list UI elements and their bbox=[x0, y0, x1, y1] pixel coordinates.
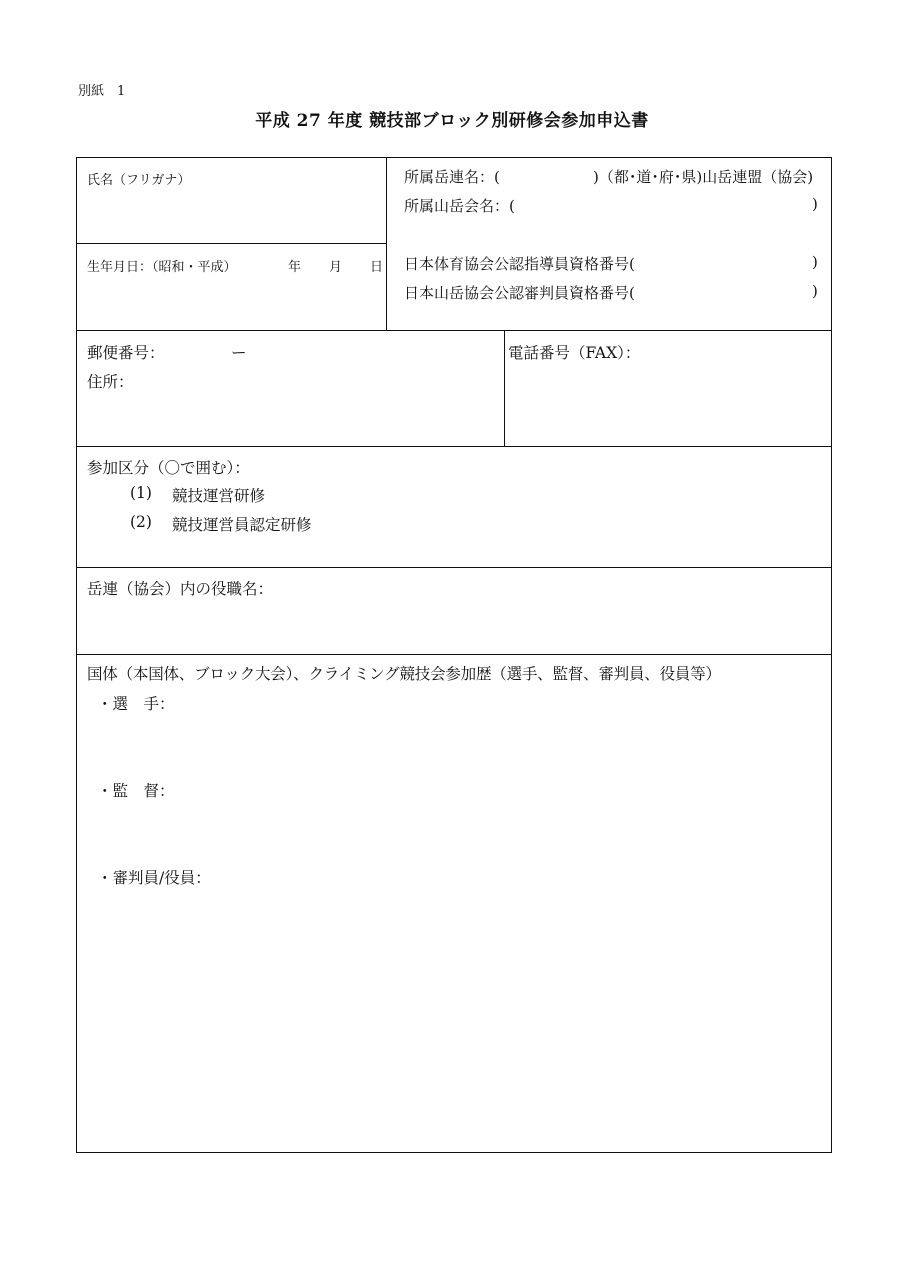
history-label: 国体（本国体、ブロック大会）、クライミング競技会参加歴（選手、監督、審判員、役員等） bbox=[87, 665, 721, 683]
birth-day-label: 日 bbox=[370, 260, 384, 275]
affiliation-field[interactable] bbox=[512, 166, 592, 186]
option-1-number: (1) bbox=[130, 484, 152, 502]
affiliation-suffix: )（都･道･府･県)山岳連盟（協会) bbox=[593, 168, 814, 186]
position-label: 岳連（協会）内の役職名： bbox=[87, 580, 274, 598]
phone-label: 電話番号（FAX）： bbox=[508, 344, 641, 362]
option-2-label[interactable]: 競技運営員認定研修 bbox=[172, 516, 312, 534]
category-label: 参加区分（〇で囲む）： bbox=[87, 459, 250, 477]
birth-date-label: 生年月日：（昭和・平成） bbox=[87, 260, 237, 275]
jsa-cert-suffix: ) bbox=[812, 253, 818, 271]
address-label: 住所： bbox=[87, 373, 134, 391]
option-1-label[interactable]: 競技運営研修 bbox=[172, 487, 266, 505]
name-label: 氏名（フリガナ） bbox=[87, 173, 191, 188]
coach-field[interactable] bbox=[100, 803, 826, 863]
jma-cert-prefix: 日本山岳協会公認審判員資格番号( bbox=[404, 284, 635, 302]
jsa-cert-field[interactable] bbox=[663, 253, 811, 273]
athlete-label: ・選 手： bbox=[97, 695, 175, 713]
postal-code-label: 郵便番号： bbox=[87, 344, 165, 362]
phone-field[interactable] bbox=[510, 366, 826, 440]
athlete-field[interactable] bbox=[100, 716, 826, 776]
jsa-cert-prefix: 日本体育協会公認指導員資格番号( bbox=[404, 255, 635, 273]
club-prefix: 所属山岳会名：( bbox=[404, 197, 515, 215]
address-field[interactable] bbox=[140, 370, 500, 440]
postal-code-dash: ー bbox=[231, 344, 247, 362]
page-title: 平成 27 年度 競技部ブロック別研修会参加申込書 bbox=[255, 111, 649, 131]
affiliation-prefix: 所属岳連名：( bbox=[404, 168, 500, 186]
coach-label: ・監 督： bbox=[97, 782, 175, 800]
option-2-number: (2) bbox=[130, 513, 152, 531]
name-field[interactable] bbox=[80, 188, 382, 238]
official-field[interactable] bbox=[100, 890, 826, 1145]
birth-year-label: 年 bbox=[288, 260, 302, 275]
jma-cert-suffix: ) bbox=[812, 282, 818, 300]
birth-month-label: 月 bbox=[329, 260, 343, 275]
official-label: ・審判員/役員： bbox=[97, 869, 211, 887]
club-field[interactable] bbox=[530, 195, 810, 215]
position-field[interactable] bbox=[80, 604, 826, 648]
club-suffix: ) bbox=[812, 195, 818, 213]
attachment-label: 別紙 1 bbox=[78, 84, 126, 99]
jma-cert-field[interactable] bbox=[663, 282, 811, 302]
